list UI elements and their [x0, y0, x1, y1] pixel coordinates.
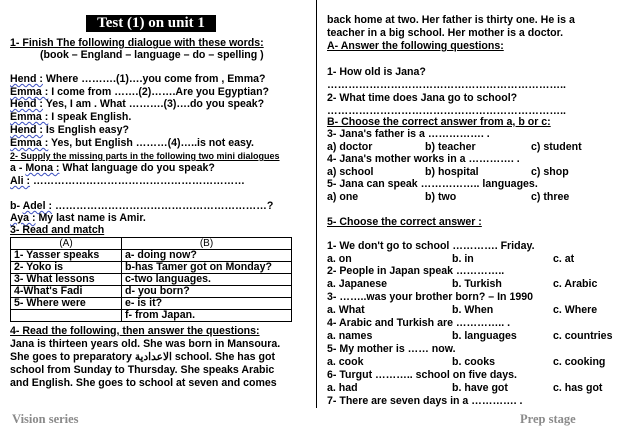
option: b. have got — [452, 382, 508, 394]
dialogue-line-4 — [10, 111, 131, 123]
speaker-name: Emma : — [10, 111, 49, 123]
mini-dialogue-a-reply — [10, 175, 245, 187]
dialogue-line-6 — [10, 137, 254, 149]
answer-blank: ……………………………………………………? — [52, 200, 274, 212]
speaker-name: Aya : — [10, 212, 36, 224]
q1-word-bank: (book – England – language – do – spelling ) — [40, 49, 264, 61]
dialogue-line-2 — [10, 86, 269, 98]
question: 2- People in Japan speak ………….. — [327, 265, 505, 277]
passage-line: She goes to preparatory الاعدادية school. She has got — [10, 351, 275, 363]
option: a. Japanese — [327, 278, 388, 290]
option: b) teacher — [425, 141, 476, 153]
column-divider — [316, 0, 317, 408]
section-b-heading: B- Choose the correct answer from a, b or c: — [327, 116, 551, 128]
mini-dialogue-b — [10, 200, 273, 212]
table-row — [11, 286, 292, 298]
column-b-cell: c-two languages. — [122, 274, 292, 286]
dialogue-text: I speak English. — [48, 111, 132, 123]
match-table — [10, 237, 292, 322]
item-label: a - — [10, 162, 26, 174]
option: c. countries — [553, 330, 613, 342]
question: 6- Turgut ……….. school on five days. — [327, 369, 517, 381]
dialogue-text: What language do you speak? — [59, 162, 215, 174]
q5-heading: 5- Choose the correct answer : — [327, 216, 482, 228]
option: c. Arabic — [553, 278, 598, 290]
option: c. has got — [553, 382, 603, 394]
table-row — [11, 262, 292, 274]
passage-line: teacher in a big school. Her mother is a doctor. — [327, 27, 564, 39]
speaker-name: Emma : — [10, 137, 49, 149]
passage-line: Jana is thirteen years old. She was born in Mansoura. — [10, 338, 281, 350]
question: 3- Jana's father is a ……………. . — [327, 128, 490, 140]
table-row — [11, 274, 292, 286]
option: a. on — [327, 253, 352, 265]
option: b. Turkish — [452, 278, 502, 290]
column-a-cell: 3- What lessons — [11, 274, 122, 286]
column-a-cell: 2- Yoko is — [11, 262, 122, 274]
option: c) student — [531, 141, 582, 153]
section-a-heading: A- Answer the following questions: — [327, 40, 504, 52]
option: a) doctor — [327, 141, 373, 153]
dialogue-text: Where ……….(1)….you come from , Emma? — [42, 73, 266, 85]
q4-heading: 4- Read the following, then answer the questions: — [10, 325, 260, 337]
question: 1- We don't go to school …………. Friday. — [327, 240, 535, 252]
column-b-cell: d- you born? — [122, 286, 292, 298]
option: a. names — [327, 330, 373, 342]
speaker-name: Hend : — [10, 98, 43, 110]
column-b-header: (B) — [122, 238, 292, 250]
answer-blank: ………………………………………………………….. — [327, 105, 566, 117]
passage-line: and English. She goes to school at seven and comes — [10, 377, 277, 389]
option: b) two — [425, 191, 457, 203]
question: 7- There are seven days in a …………. . — [327, 395, 523, 407]
speaker-name: Ali : — [10, 175, 31, 187]
option: a) school — [327, 166, 374, 178]
dialogue-text: Is English easy? — [42, 124, 129, 136]
question: 4- Arabic and Turkish are ………….. . — [327, 317, 511, 329]
q1-heading: 1- Finish The following dialogue with these words: — [10, 37, 264, 49]
option: c. Where — [553, 304, 598, 316]
speaker-name: Hend : — [10, 73, 43, 85]
dialogue-line-5 — [10, 124, 129, 136]
option: b. cooks — [452, 356, 495, 368]
option: a. had — [327, 382, 358, 394]
table-row — [11, 310, 292, 322]
question: 5- My mother is …… now. — [327, 343, 456, 355]
column-b-cell: f- from Japan. — [122, 310, 292, 322]
dialogue-line-1 — [10, 73, 265, 85]
passage-line: school from Sunday to Thursday. She speaks Arabic — [10, 364, 275, 376]
speaker-name: Emma : — [10, 86, 49, 98]
speaker-name: Mona : — [25, 162, 60, 174]
q3-heading: 3- Read and match — [10, 224, 105, 236]
table-row — [11, 250, 292, 262]
column-a-cell — [11, 310, 122, 322]
option: b) hospital — [425, 166, 479, 178]
column-a-header: (A) — [11, 238, 122, 250]
footer-series: Vision series — [12, 412, 79, 426]
answer-blank: …………………………………………………… — [30, 175, 245, 187]
table-header-row — [11, 238, 292, 250]
question: 2- What time does Jana go to school? — [327, 92, 518, 104]
table-row — [11, 298, 292, 310]
option: b. in — [452, 253, 474, 265]
column-b-cell: b-has Tamer got on Monday? — [122, 262, 292, 274]
option: a. cook — [327, 356, 364, 368]
option: b. languages — [452, 330, 517, 342]
item-label: b- — [10, 200, 23, 212]
answer-blank: ………………………………………………………….. — [327, 79, 566, 91]
test-title: Test (1) on unit 1 — [86, 15, 216, 32]
speaker-name: Adel : — [22, 200, 52, 212]
dialogue-text: Yes, but English ………(4)…..is not easy. — [48, 137, 254, 149]
option: c) three — [531, 191, 570, 203]
dialogue-text: Yes, I am . What ……….(3)….do you speak? — [42, 98, 265, 110]
passage-line: back home at two. Her father is thirty one. He is a — [327, 14, 575, 26]
column-a-cell: 4-What's Fadi — [11, 286, 122, 298]
column-a-cell: 5- Where were — [11, 298, 122, 310]
dialogue-text: My last name is Amir. — [35, 212, 146, 224]
option: c) shop — [531, 166, 569, 178]
question: 5- Jana can speak …………….. languages. — [327, 178, 538, 190]
option: b. When — [452, 304, 494, 316]
mini-dialogue-b-reply — [10, 212, 146, 224]
question: 3- ……..was your brother born? – In 1990 — [327, 291, 534, 303]
column-b-cell: e- is it? — [122, 298, 292, 310]
footer-stage: Prep stage — [520, 412, 576, 426]
option: a) one — [327, 191, 359, 203]
dialogue-line-3 — [10, 98, 264, 110]
column-b-cell: a- doing now? — [122, 250, 292, 262]
option: a. What — [327, 304, 365, 316]
question: 1- How old is Jana? — [327, 66, 426, 78]
mini-dialogue-a — [10, 162, 215, 174]
q2-heading: 2- Supply the missing parts in the following two mini dialogues — [10, 151, 280, 161]
option: c. at — [553, 253, 575, 265]
option: c. cooking — [553, 356, 606, 368]
speaker-name: Hend : — [10, 124, 43, 136]
column-a-cell: 1- Yasser speaks — [11, 250, 122, 262]
dialogue-text: I come from …….(2)…….Are you Egyptian? — [48, 86, 270, 98]
question: 4- Jana's mother works in a …………. . — [327, 153, 520, 165]
